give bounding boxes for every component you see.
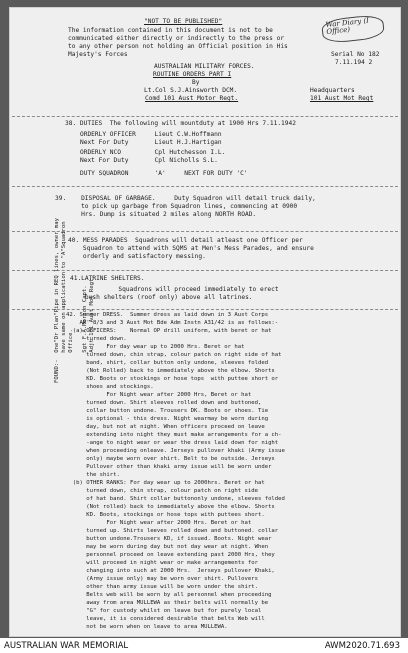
section-42-line: (Not rolled) back to immediately above the elbow. Shorts: [66, 504, 275, 510]
margin-note-line: Sgt F.A.Morson Capt.: [81, 285, 88, 383]
section-42-line: away from area MULLEWA as their belts will normally be: [66, 600, 269, 606]
margin-note-line: [75, 218, 82, 383]
force-title: AUSTRALIAN MILITARY FORCES.: [154, 63, 255, 70]
margin-note-line: Adjt 101 Aust Mot Regt.: [88, 275, 95, 383]
duty-row: Next For Duty Cpl Nicholls S.L.: [80, 157, 218, 164]
section-42-line: AR' 8/3 and 3 Aust Mot Bde Adm Instn A31/42 is as follows:-: [66, 320, 279, 326]
section-42-line: not be worn when on leave to area MULLEWA.: [66, 624, 228, 630]
divider: [12, 116, 398, 117]
warning-line-2: communicated either directly or indirectly to the press or: [68, 35, 285, 42]
section-42-line: Pullover other than khaki army issue will be worn under: [66, 464, 272, 470]
section-42-line: Belts web will be worn by all personnel when proceeding: [66, 592, 272, 598]
footer-source: AUSTRALIAN WAR MEMORIAL: [4, 641, 129, 651]
section-42-line: collar button undone. Trousers DK. Boots or shoes. Tie: [66, 408, 269, 414]
duty-row: Next For Duty Lieut H.J.Hartigan: [80, 139, 222, 146]
warning-line-3: to any other person not holding an Official position in His: [68, 43, 288, 50]
section-42-line: other than army issue will be worn under the shirt.: [66, 584, 258, 590]
serial-number: Serial No 182: [331, 51, 380, 58]
section-40-line: 40. MESS PARADES Squadrons will detail atleast one Officer per: [68, 237, 303, 244]
margin-note-line: Office.: [67, 329, 74, 383]
section-40-line: Squadron to attend with SQMS at Men's Mess Parades, and ensure: [68, 245, 314, 252]
handwritten-note: War Diary (I Office): [325, 16, 370, 37]
section-39-line: 39. DISPOSAL OF GARBAGE. Duty Squadron will detail truck daily,: [55, 195, 316, 202]
duty-row: ORDERLY NCO Cpl Hutchesson I.L.: [80, 149, 226, 156]
not-published-heading: "NOT TO BE PUBLISHED": [144, 18, 223, 25]
section-42-line: when proceeding onleave. Jerseys pullover khaki (Army issue: [66, 448, 285, 454]
section-38-heading: 38. DUTIES The following will mountduty at 1900 Hrs 7.11.1942: [65, 120, 296, 127]
margin-note-line: have same on application to "A"Squadron: [60, 221, 67, 383]
commander-name: Lt.Col S.J.Ainsworth DCM.: [144, 87, 238, 94]
section-42-line: (Not Rolled) back to immediately above the elbow. Shorts: [66, 368, 275, 374]
orders-title: ROUTINE ORDERS PART I: [153, 71, 232, 78]
section-42-line: (b) OTHER RANKS: For day wear up to 2000hrs. Beret or hat: [66, 480, 265, 486]
section-41-line: Squadrons will proceed immediately to erect: [70, 286, 279, 293]
section-39-line: to pick up garbage from Squadron lines, commencing at 0900: [55, 203, 298, 210]
hq-label: Headquarters: [310, 87, 355, 94]
by-line: By: [192, 79, 200, 86]
section-39-line: Hrs. Dump is situated 2 miles along NORTH ROAD.: [55, 211, 257, 218]
section-41-line: bush shelters (roof only) above all latrines.: [70, 294, 253, 301]
hq-unit: 101 Aust Mot Regt: [310, 95, 374, 102]
section-42-line: "G" for custody whilst on leave but for purely local: [66, 608, 262, 614]
warning-line-1: The information contained in this document is not to be: [68, 27, 273, 34]
section-42-line: 42. Summer DRESS. Summer dress as laid down in 3 Aust Corps: [66, 312, 269, 318]
section-42-line: will proceed in night wear or make arrangements for: [66, 560, 258, 566]
section-42-line: of hat band. Shirt collar buttononly undone, sleeves folded: [66, 496, 285, 502]
section-42-line: band, shirt, collar button only undone, sleeves folded: [66, 360, 269, 366]
section-42-line: KD. Boots, stockings or hose tops with puttees short.: [66, 512, 265, 518]
warning-line-4: Majesty's Forces: [68, 51, 128, 58]
section-42-line: turned up. Shirts leeves rolled down and buttoned. collar: [66, 528, 279, 534]
footer-reference: AWM2020.71.693: [324, 641, 400, 651]
section-42-line: the shirt.: [66, 472, 120, 478]
section-42-line: For day wear up to 2000 Hrs. Beret or hat: [66, 344, 245, 350]
divider: [12, 186, 398, 187]
document-page: [10, 8, 400, 636]
archive-footer: [0, 638, 408, 653]
section-42-line: leave, it is considered desirable that belts Web will: [66, 616, 265, 622]
commander-unit: Comd 101 Aust Motor Regt.: [145, 95, 239, 102]
section-42-line: changing into such at 2000 Hrs. Jerseys pullover Khaki,: [66, 568, 275, 574]
section-42-line: (a) OFFICERS: Normal OP drill uniform, with beret or hat: [66, 328, 272, 334]
section-42-line: For Night wear after 2000 Hrs. Beret or hat: [66, 520, 252, 526]
section-42-line: extending into night they must make arrangements for a ch-: [66, 432, 282, 438]
section-42-line: turned down. Shirt sleeves rolled down and buttoned,: [66, 400, 262, 406]
section-42-line: -ange to night wear or wear the dress laid down for night: [66, 440, 279, 446]
section-42-line: turned down, chin strap, colour patch on right side: [66, 488, 258, 494]
section-42-line: KD. Boots or stockings or hose tops with puttee short or: [66, 376, 279, 382]
section-40-line: orderly and satisfactory messing.: [68, 253, 206, 260]
section-42-line: button undone.Trousers KD, if issued. Boots. Night wear: [66, 536, 272, 542]
section-41-line: 41.LATRINE SHELTERS.: [70, 275, 145, 282]
duty-row: ORDERLY OFFICER Lieut C.W.Hoffmann: [80, 131, 222, 138]
section-42-line: turned down, chin strap, colour patch on right side of hat: [66, 352, 282, 358]
section-42-line: shoes and stockings.: [66, 384, 154, 390]
found-margin-note: [54, 218, 96, 383]
margin-note-line: FOUND:- One"Dr Plan"Pipe in REQ lines, owner may: [54, 217, 60, 383]
section-42-line: may be worn during day but not day wear at night. When: [66, 544, 269, 550]
order-date: 7.11.194 2: [335, 59, 373, 66]
section-42-line: only) maybe worn over shirt. Belt to be outside. Jerseys: [66, 456, 275, 462]
section-42-line: (Army issue only) may be worn over shirt. Pullovers: [66, 576, 258, 582]
section-42-line: turned down.: [66, 336, 127, 342]
section-42-line: day, but not at night. When officers proceed on leave: [66, 424, 265, 430]
section-42-line: is optional - this dress. Night wearmay be worn during: [66, 416, 269, 422]
section-42-line: For Night wear after 2000 Hrs, Beret or hat: [66, 392, 252, 398]
duty-squadron: DUTY SQUADRON 'A' NEXT FOR DUTY 'C': [80, 170, 248, 177]
section-42-line: personnel proceed on leave extending past 2000 Hrs, they: [66, 552, 275, 558]
